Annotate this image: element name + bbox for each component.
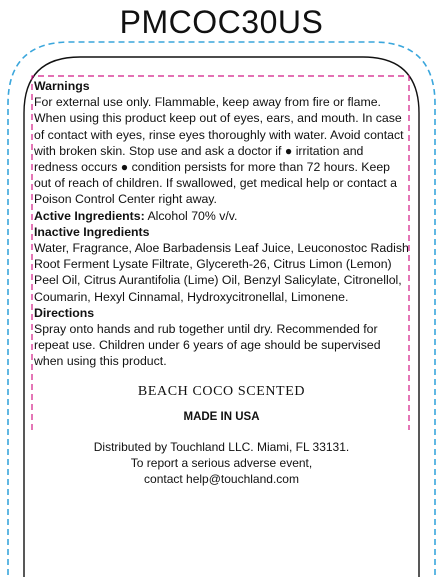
warnings-heading: Warnings [34,79,90,93]
made-in: MADE IN USA [183,410,260,423]
active-ingredients-value: Alcohol 70% v/v. [144,208,238,223]
distributor-info [34,439,409,487]
drug-facts-panel [34,78,409,487]
warnings-text: For external use only. Flammable, keep away from fire or flame. When using this product keep out of eyes, ears, and mouth. In case of contact with eyes, rinse eyes thoroughly with water. Avoid contact with broken skin. Stop use and ask a doctor if ● irritation and redness occurs ● condition persists for more than 72 hours. Keep out of reach of children. If swallowed, get medical help or contact a Poison Control Center right away. [34,95,404,207]
distributor-line-1: Distributed by Touchland LLC. Miami, FL 33131. [93,439,350,454]
product-code: PMCOC30US [119,4,324,40]
scent-name: BEACH COCO SCENTED [137,383,306,399]
inactive-ingredients-heading: Inactive Ingredients [34,224,150,239]
active-ingredients-heading: Active Ingredients: [34,208,145,223]
directions-text: Spray onto hands and rub together until dry. Recommended for repeat use. Children under 6 years of age should be supervised when using this product. [34,322,381,369]
directions-heading: Directions [34,305,95,320]
inactive-ingredients-text: Water, Fragrance, Aloe Barbadensis Leaf Juice, Leuconostoc Radish Root Ferment Lysate Filtrate, Glycereth-26, Citrus Limon (Lemon) Peel Oil, Citrus Aurantifolia (Lime) Oil, Benzyl Salicylate, Citronellol, Coumarin, Hexyl Cinnamal, Hydroxycitronellal, Limonene. [34,241,409,304]
active-ingredients [34,208,409,224]
distributor-line-3: contact help@touchland.com [144,471,299,486]
distributor-line-2: To report a serious adverse event, [130,455,313,470]
